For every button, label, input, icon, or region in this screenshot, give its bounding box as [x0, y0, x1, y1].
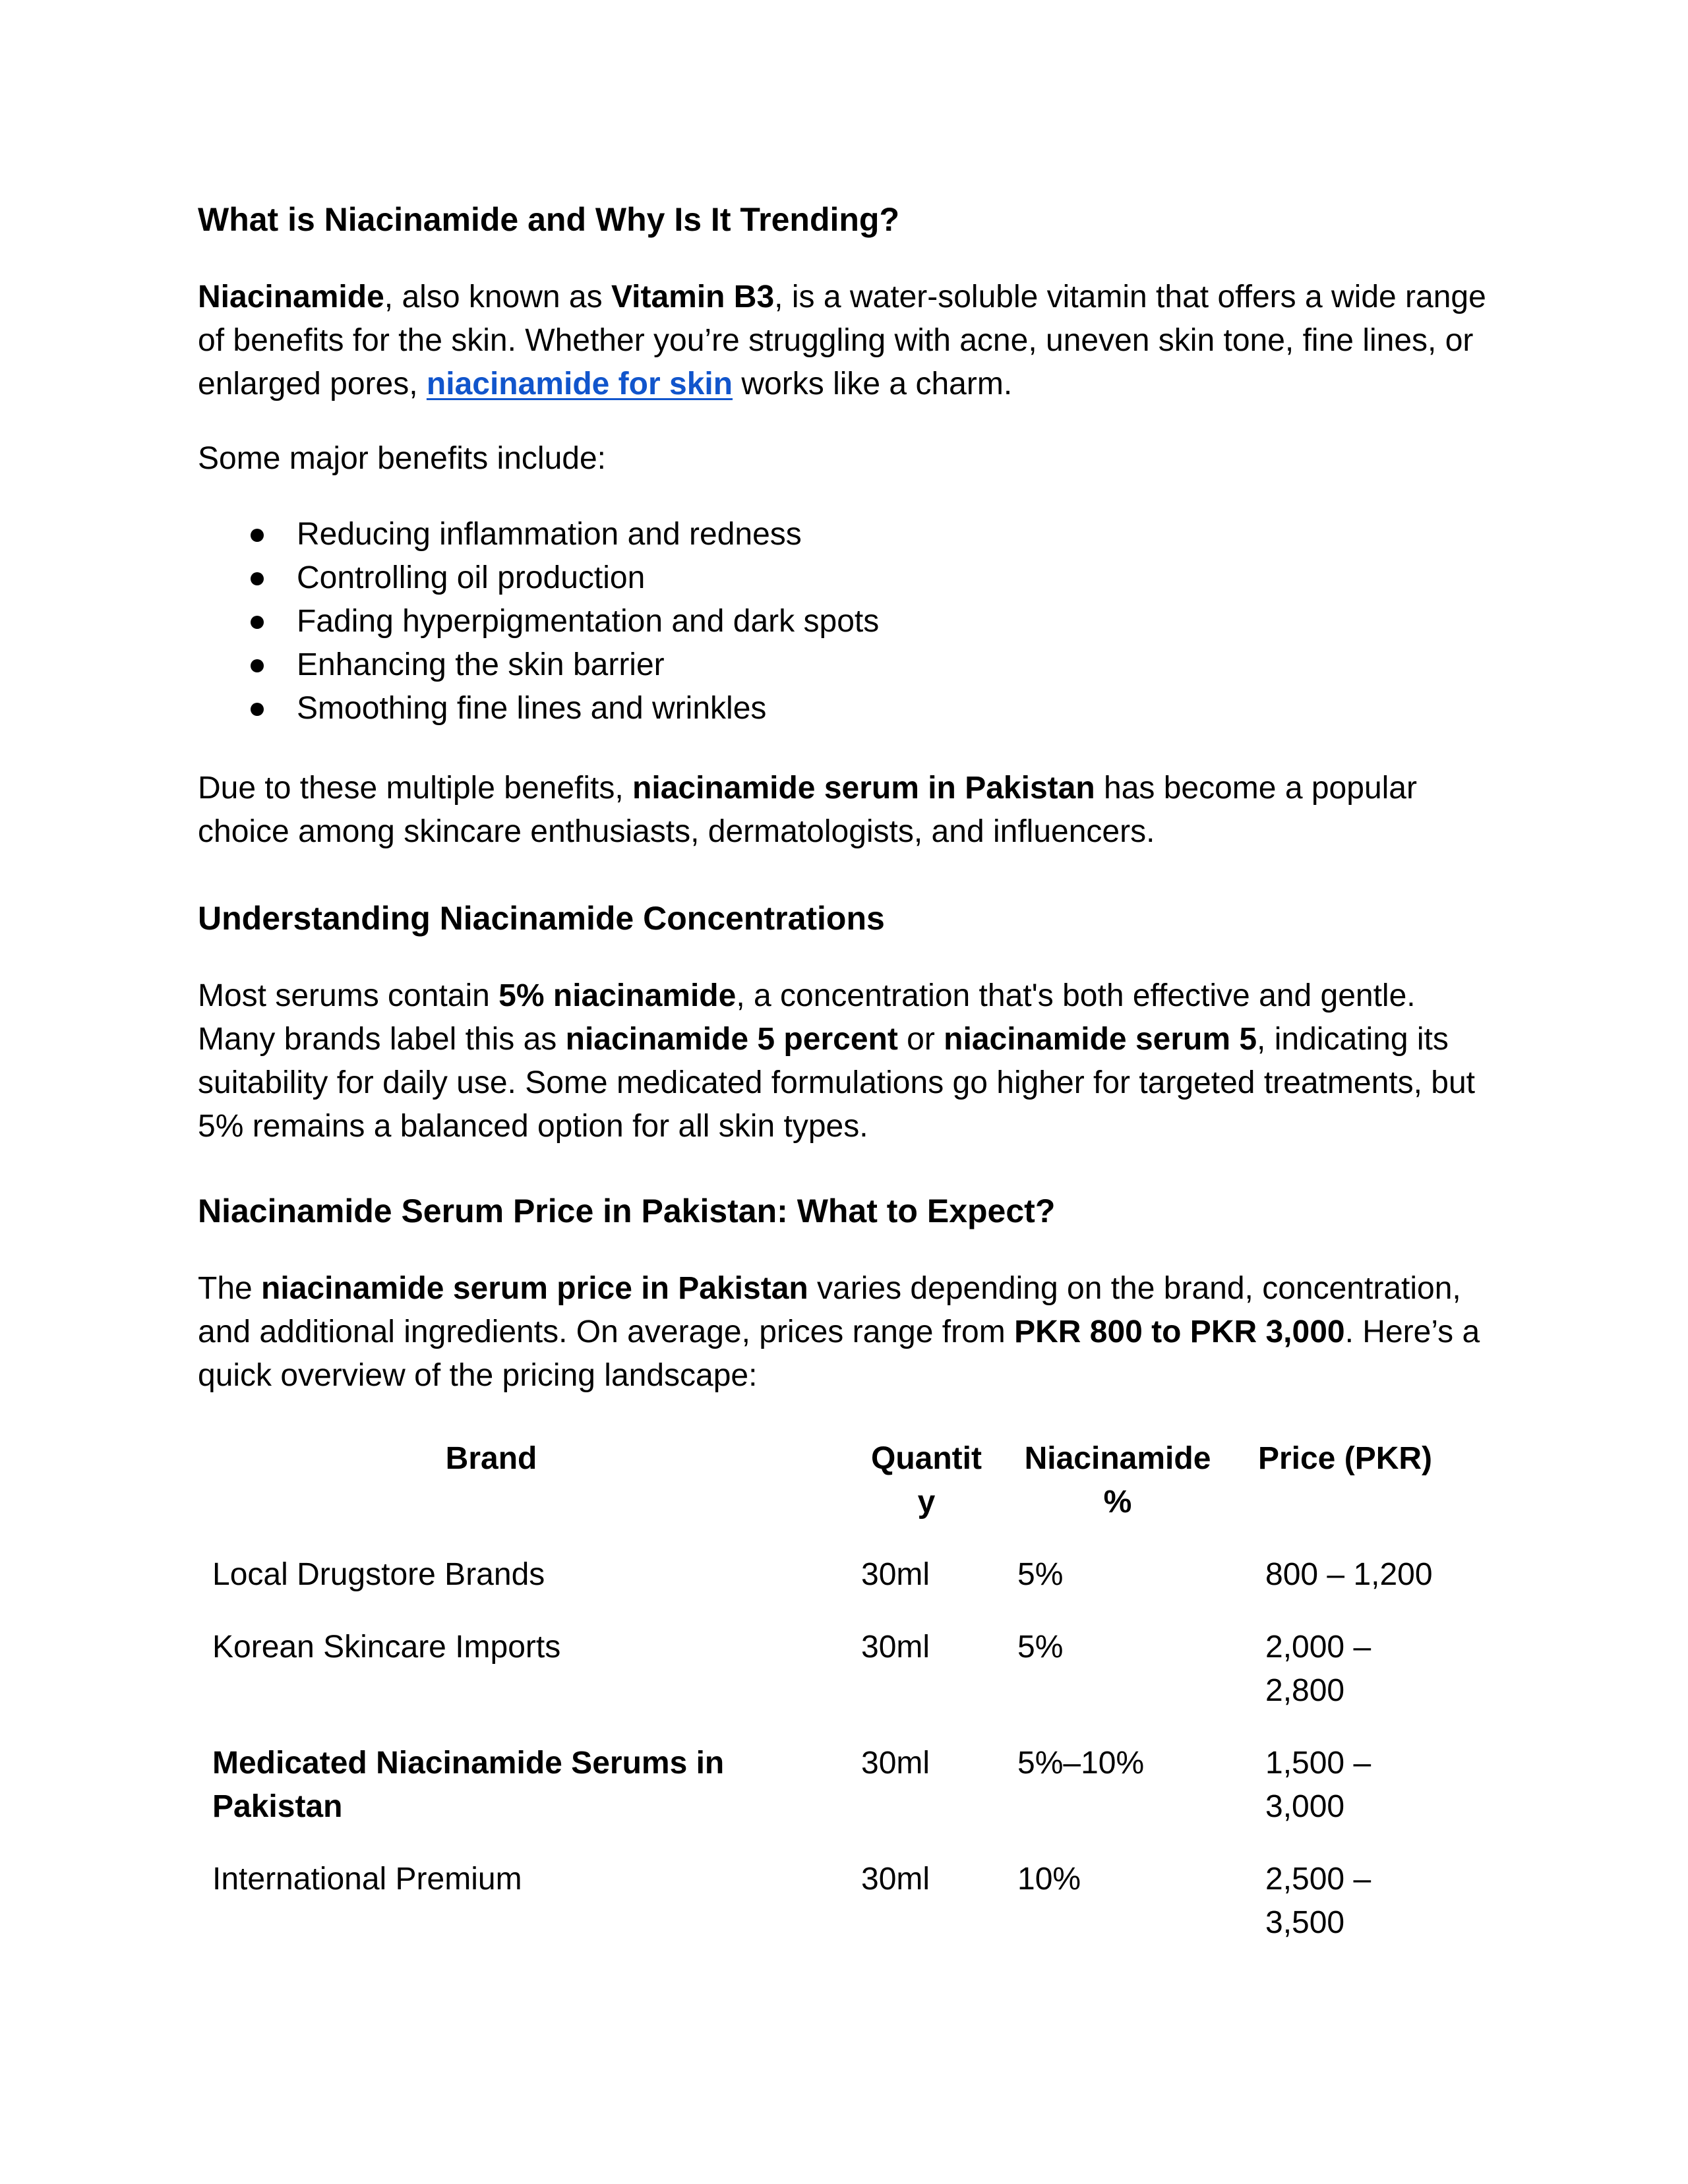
text-fragment: . Here’s a quick overview of the pricing landscape:	[198, 1314, 1480, 1393]
table-cell-price-line1: 2,500 –	[1265, 1862, 1372, 1897]
table-header-quantity	[857, 1437, 996, 1524]
heading-price-pakistan: Niacinamide Serum Price in Pakistan: What to Expect?	[198, 1193, 1056, 1229]
heading-what-is-niacinamide: What is Niacinamide and Why Is It Trending?	[198, 201, 900, 238]
niacinamide-for-skin-link[interactable]: niacinamide for skin	[426, 367, 733, 401]
bold-5-percent: 5% niacinamide	[498, 978, 737, 1013]
table-cell-percent: 5%	[1017, 1557, 1064, 1592]
table-cell-percent: 5%–10%	[1017, 1746, 1145, 1781]
table-cell-brand: International Premium	[212, 1862, 522, 1897]
heading-concentrations: Understanding Niacinamide Concentrations	[198, 900, 885, 937]
text-fragment: Most serums contain	[198, 978, 499, 1013]
table-header-quantity-line1: Quantit	[871, 1441, 982, 1476]
table-cell-price	[1265, 1858, 1371, 1945]
table-header-niacinamide	[1009, 1437, 1226, 1524]
table-cell-brand-line2: Pakistan	[212, 1789, 343, 1824]
list-item-text: Controlling oil production	[297, 560, 646, 595]
table-cell-quantity: 30ml	[861, 1557, 930, 1592]
table-cell-quantity: 30ml	[861, 1630, 930, 1665]
bold-niacinamide-serum-pakistan: niacinamide serum in Pakistan	[632, 771, 1095, 806]
table-cell-percent: 5%	[1017, 1630, 1064, 1665]
bold-vitamin-b3: Vitamin B3	[611, 280, 775, 314]
table-cell-quantity: 30ml	[861, 1746, 930, 1781]
bullet-icon	[251, 572, 264, 585]
bullet-icon	[251, 659, 264, 672]
bullet-icon	[251, 703, 264, 716]
text-fragment: , also known as	[384, 280, 611, 314]
table-cell-price-line2: 2,800	[1265, 1673, 1345, 1708]
list-item	[198, 643, 879, 687]
bullet-icon	[251, 616, 264, 629]
bullet-icon	[251, 529, 264, 542]
table-header-quantity-line2: y	[917, 1485, 936, 1520]
text-fragment: , is a water-soluble vitamin that offers a wide range of benefits for the skin. Whether you’re struggling with acne, uneven skin tone, fine lines, or enlarged pores,	[198, 280, 1486, 401]
table-header-niacinamide-line1: Niacinamide	[1024, 1441, 1211, 1476]
table-cell-price-line1: 2,000 –	[1265, 1630, 1372, 1665]
table-cell-brand: Korean Skincare Imports	[212, 1630, 561, 1665]
bold-price-pakistan: niacinamide serum price in Pakistan	[261, 1271, 808, 1306]
table-cell-price	[1265, 1626, 1371, 1713]
list-item-text: Enhancing the skin barrier	[297, 647, 665, 682]
bold-niacinamide-5-percent: niacinamide 5 percent	[565, 1022, 898, 1057]
table-header-price: Price (PKR)	[1257, 1441, 1433, 1476]
text-fragment: varies depending on the brand, concentration, and additional ingredients. On average, prices range from	[198, 1271, 1461, 1349]
text-fragment: The	[198, 1271, 262, 1306]
table-cell-price	[1265, 1742, 1371, 1829]
table-cell-price: 800 – 1,200	[1265, 1557, 1433, 1592]
bold-niacinamide: Niacinamide	[198, 280, 384, 314]
paragraph-intro	[198, 276, 1490, 406]
table-cell-brand: Local Drugstore Brands	[212, 1557, 545, 1592]
table-header-brand: Brand	[445, 1441, 537, 1476]
list-item	[198, 600, 879, 643]
list-item	[198, 513, 879, 556]
list-item-text: Reducing inflammation and redness	[297, 517, 802, 552]
text-fragment: , a concentration that's both effective and gentle. Many brands label this as	[198, 978, 1416, 1057]
list-item	[198, 556, 879, 600]
text-fragment: , indicating its suitability for daily use. Some medicated formulations go higher for targeted treatments, but 5% remains a balanced option for all skin types.	[198, 1022, 1475, 1144]
bold-niacinamide-serum-5: niacinamide serum 5	[944, 1022, 1257, 1057]
table-cell-quantity: 30ml	[861, 1862, 930, 1897]
table-cell-brand-line1: Medicated Niacinamide Serums in	[212, 1746, 725, 1781]
text-fragment: or	[897, 1022, 944, 1057]
text-fragment: has become a popular choice among skincare enthusiasts, dermatologists, and influencers.	[198, 771, 1417, 849]
table-cell-brand	[212, 1742, 724, 1829]
text-fragment: works like a charm.	[733, 367, 1013, 401]
list-item	[198, 687, 879, 730]
paragraph-concentrations	[198, 974, 1490, 1148]
table-header-niacinamide-line2: %	[1103, 1485, 1132, 1520]
table-cell-price-line2: 3,500	[1265, 1905, 1345, 1940]
benefits-list	[198, 513, 879, 730]
list-item-text: Fading hyperpigmentation and dark spots	[297, 604, 880, 639]
table-cell-percent: 10%	[1017, 1862, 1081, 1897]
bold-price-range: PKR 800 to PKR 3,000	[1014, 1314, 1345, 1349]
paragraph-benefits-intro: Some major benefits include:	[198, 441, 606, 476]
table-cell-price-line1: 1,500 –	[1265, 1746, 1372, 1781]
table-cell-price-line2: 3,000	[1265, 1789, 1345, 1824]
list-item-text: Smoothing fine lines and wrinkles	[297, 691, 767, 726]
paragraph-popularity	[198, 767, 1490, 854]
paragraph-price	[198, 1267, 1490, 1398]
text-fragment: Due to these multiple benefits,	[198, 771, 633, 806]
